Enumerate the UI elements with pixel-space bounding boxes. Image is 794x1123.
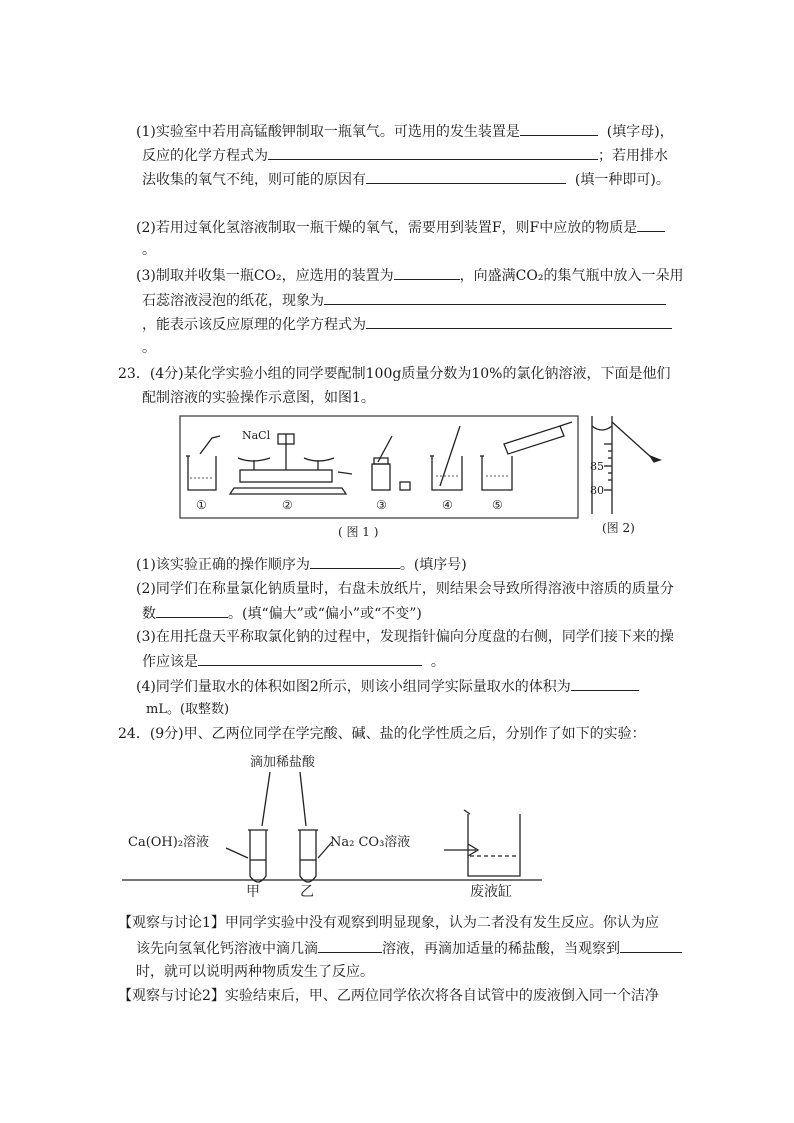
q23-stem-line1: 23．(4分)某化学实验小组的同学要配制100g质量分数为10%的氯化钠溶液，下面是他们 [118,366,671,382]
q22-part1-line1: (1)实验室中若用高锰酸钾制取一瓶氧气。可选用的发生装置是 (填字母)， [136,121,674,142]
answer-blank[interactable] [268,145,598,160]
tick-label: 85 [590,460,604,473]
balance-icon [230,434,352,494]
answer-blank[interactable] [571,676,639,691]
q23-sub4-line2: mL。(取整数) [146,702,230,717]
q22-part2-line1: (2)若用过氧化氢溶液制取一瓶干燥的氧气，需要用到装置F，则F中应放的物质是 [136,217,665,238]
figure-1-solution-preparation [178,414,580,542]
q23-sub2-line2: 数 。(填“偏大”或“偏小”或“不变”) [142,603,422,624]
step-label: ④ [442,498,453,512]
q22-part3-line3: ，能表示该反应原理的化学方程式为 [142,314,672,335]
calcium-hydroxide-label: Ca(OH)₂溶液 [128,835,210,850]
tick-label: 80 [590,484,604,497]
figure-2-graduated-cylinder [584,414,684,542]
q22-part3-line1: (3)制取并收集一瓶CO₂，应选用的装置为 ，向盛满CO₂的集气瓶中放入一朵用 [136,265,683,286]
q23-stem-line2: 配制溶液的实验操作示意图，如图1。 [142,390,375,406]
q22-part3-line4: 。 [142,340,156,356]
q23-sub1: (1)该实验正确的操作顺序为 。(填序号) [136,554,467,575]
q22-part1-line3: 法收集的氧气不纯，则可能的原因有 (填一种即可)。 [142,169,670,190]
answer-blank[interactable] [366,169,566,184]
pouring-cylinder-icon [480,422,572,490]
q23-sub2-line1: (2)同学们在称量氯化钠质量时，右盘未放纸片，则结果会导致所得溶液中溶质的质量分 [136,581,674,597]
answer-blank[interactable] [620,938,682,953]
figure-1-caption: ( 图 1 ) [338,525,379,539]
sodium-carbonate-label: Na₂ CO₃溶液 [330,835,411,850]
q22-part3-line2: 石蕊溶液浸泡的纸花，现象为 [142,290,666,311]
figure-24-acid-base-experiment [122,748,546,904]
answer-blank[interactable] [520,121,598,136]
answer-blank[interactable] [324,290,666,305]
q22-part2-line2: 。 [142,242,156,258]
hydrochloric-acid-label: 滴加稀盐酸 [250,755,316,770]
q24-discussion2-line1: 【观察与讨论2】实验结束后，甲、乙两位同学依次将各自试管中的废液倒入同一个洁净 [118,988,659,1004]
q23-sub4-line1: (4)同学们量取水的体积如图2所示，则该小组同学实际量取水的体积为 [136,676,639,697]
answer-blank[interactable] [156,603,228,618]
q24-discussion1-line1: 【观察与讨论1】甲同学实验中没有观察到明显现象，认为二者没有发生反应。你认为应 [118,915,659,931]
tube-jia-label: 甲 [246,884,260,900]
step-label: ① [196,498,207,512]
waste-tank-label: 废液缸 [470,884,512,900]
answer-blank[interactable] [394,265,460,280]
answer-blank[interactable] [637,217,665,232]
answer-blank[interactable] [318,938,382,953]
q23-sub3-line1: (3)在用托盘天平称取氯化钠的过程中，发现指针偏向分度盘的右侧，同学们接下来的操 [136,629,674,645]
answer-blank[interactable] [366,314,672,329]
test-tubes-icon [226,772,332,882]
figure-2-caption: (图 2) [602,521,635,535]
reagent-bottle-icon [372,436,410,490]
q22-part1-line2: 反应的化学方程式为 ；若用排水 [142,145,668,166]
step-label: ⑤ [492,498,503,512]
q24-discussion1-line3: 时，就可以说明两种物质发生了反应。 [136,964,374,980]
tube-yi-label: 乙 [300,884,314,900]
answer-blank[interactable] [198,651,422,666]
waste-beaker-icon [444,810,520,876]
answer-blank[interactable] [310,554,400,569]
nacl-label: NaCl [242,429,271,442]
beaker-icon [186,436,220,490]
stirring-beaker-icon [430,426,462,490]
q24-discussion1-line2: 该先向氢氧化钙溶液中滴几滴 溶液，再滴加适量的稀盐酸，当观察到 [136,938,682,959]
q23-sub3-line2: 作应该是 。 [142,651,445,672]
step-label: ② [282,498,293,512]
q24-stem: 24．(9分)甲、乙两位同学在学完酸、碱、盐的化学性质之后，分别作了如下的实验： [118,726,646,742]
step-label: ③ [376,498,387,512]
